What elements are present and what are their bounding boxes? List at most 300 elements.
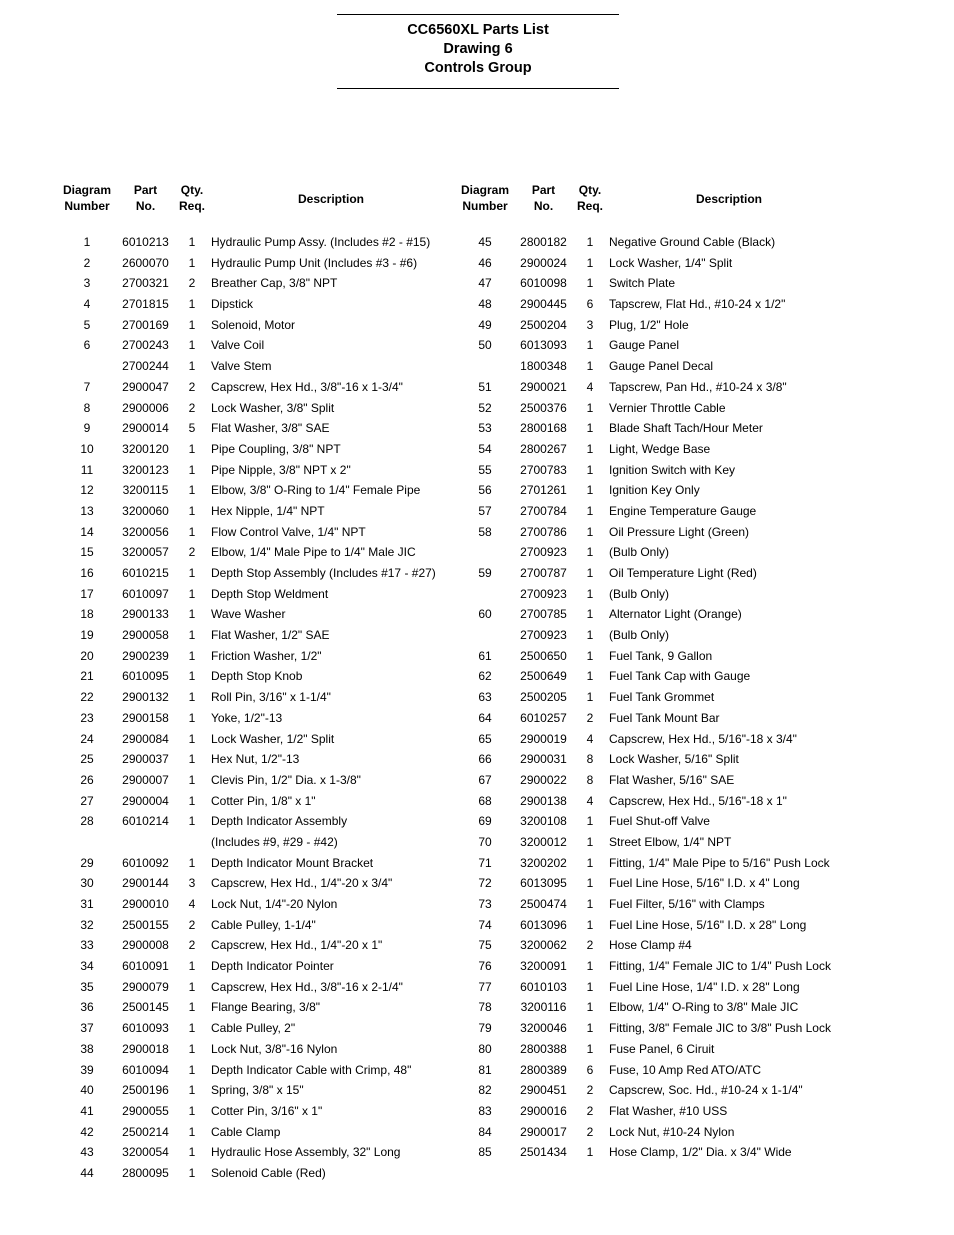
cell-description: Flat Washer, #10 USS [609,1103,728,1118]
cell-part-no: 6013095 [520,876,567,891]
cell-description: Flow Control Valve, 1/4" NPT [211,524,366,539]
cell-part-no: 2800388 [520,1041,567,1056]
cell-diagram-number: 26 [80,772,94,787]
cell-description: Fuse, 10 Amp Red ATO/ATC [609,1062,762,1077]
cell-description: Lock Nut, #10-24 Nylon [609,1124,735,1139]
cell-qty-req: 3 [586,317,594,332]
cell-qty-req: 1 [586,400,594,415]
cell-diagram-number: 15 [80,545,94,560]
cell-qty-req: 1 [188,483,196,498]
cell-description: Fuel Line Hose, 5/16" I.D. x 4" Long [609,876,800,891]
cell-part-no: 2500474 [520,897,567,911]
cell-part-no: 2900144 [122,876,169,891]
cell-diagram-number: 77 [478,979,492,994]
cell-diagram-number: 46 [478,255,492,270]
cell-diagram-number: 70 [478,834,492,849]
cell-part-no: 2700923 [520,628,567,643]
cell-qty-req: 1 [188,669,196,684]
cell-qty-req: 1 [586,628,594,643]
cell-qty-req: 1 [188,1145,196,1160]
header-qty-req: Qty. Req. [178,183,205,213]
cell-diagram-number: 49 [478,317,492,332]
cell-description: Blade Shaft Tach/Hour Meter [609,421,763,436]
cell-diagram-number: 30 [80,876,94,891]
cell-qty-req: 1 [188,566,196,580]
cell-part-no: 2900055 [122,1103,169,1118]
cell-diagram-number: 63 [478,690,492,705]
cell-qty-req: 4 [586,731,594,746]
title-rule-bottom [337,88,619,89]
cell-qty-req: 2 [188,938,196,953]
cell-part-no: 2500155 [122,917,169,932]
cell-part-no: 2900007 [122,772,169,787]
cell-qty-req: 2 [586,1124,594,1139]
cell-qty-req: 1 [188,731,196,746]
cell-qty-req: 2 [188,276,196,291]
cell-diagram-number: 3 [83,276,91,291]
cell-diagram-number: 31 [80,897,94,911]
cell-diagram-number: 42 [80,1124,94,1139]
cell-description: Cotter Pin, 1/8" x 1" [211,793,316,808]
cell-diagram-number: 10 [80,441,94,456]
cell-part-no: 2700244 [122,359,169,374]
cell-diagram-number: 67 [478,772,492,787]
cell-description: Capscrew, Hex Hd., 1/4"-20 x 1" [211,938,383,953]
cell-qty-req: 1 [586,338,594,353]
cell-qty-req: 1 [188,297,196,312]
cell-part-no: 2701815 [122,297,169,312]
title-model: CC6560XL Parts List [407,22,549,38]
cell-description: Depth Stop Assembly (Includes #17 - #27) [211,566,436,580]
cell-description: Wave Washer [211,607,286,622]
cell-description: Solenoid, Motor [211,317,296,332]
cell-description: Clevis Pin, 1/2" Dia. x 1-3/8" [211,772,361,787]
cell-part-no: 2500376 [520,400,567,415]
cell-description: Elbow, 3/8" O-Ring to 1/4" Female Pipe [211,483,421,498]
cell-qty-req: 1 [188,462,196,477]
cell-qty-req: 2 [586,1083,594,1098]
cell-description: Lock Nut, 3/8"-16 Nylon [211,1041,338,1056]
cell-description: Pipe Nipple, 3/8" NPT x 2" [211,462,351,477]
cell-part-no: 6010257 [520,710,567,725]
cell-qty-req: 1 [586,483,594,498]
cell-qty-req: 1 [188,710,196,725]
cell-description: Light, Wedge Base [609,441,711,456]
header-description: Description [297,192,364,206]
cell-diagram-number: 78 [478,1000,492,1015]
cell-description: Cable Pulley, 1-1/4" [211,917,316,932]
cell-part-no: 6010103 [520,979,567,994]
cell-part-no: 3200062 [520,938,567,953]
cell-part-no: 2900017 [520,1124,567,1139]
title-group: Controls Group [424,60,532,76]
cell-diagram-number: 64 [478,710,492,725]
cell-part-no: 2700243 [122,338,169,353]
cell-part-no: 2900004 [122,793,169,808]
cell-description: Vernier Throttle Cable [609,400,726,415]
cell-description: Hydraulic Hose Assembly, 32" Long [211,1145,401,1160]
cell-part-no: 2900018 [122,1041,169,1056]
cell-diagram-number: 37 [80,1021,94,1036]
cell-part-no: 2900022 [520,772,567,787]
cell-diagram-number: 25 [80,752,94,767]
cell-qty-req: 1 [586,441,594,456]
cell-diagram-number: 6 [83,338,91,353]
cell-qty-req: 1 [586,1041,594,1056]
cell-qty-req: 1 [586,503,594,518]
cell-qty-req: 1 [188,772,196,787]
cell-description: Capscrew, Hex Hd., 5/16"-18 x 1" [609,793,787,808]
cell-qty-req: 5 [188,421,196,436]
cell-description: Alternator Light (Orange) [609,607,742,622]
header-diagram-number: Diagram Number [460,183,510,213]
cell-description: Capscrew, Soc. Hd., #10-24 x 1-1/4" [609,1083,803,1098]
cell-diagram-number: 66 [478,752,492,767]
cell-part-no: 2800389 [520,1062,567,1077]
cell-diagram-number: 51 [478,379,492,394]
cell-part-no: 2500205 [520,690,567,705]
cell-description: Negative Ground Cable (Black) [609,235,776,249]
cell-description: Fuel Line Hose, 5/16" I.D. x 28" Long [609,917,807,932]
cell-part-no: 2500196 [122,1083,169,1098]
cell-qty-req: 1 [188,1083,196,1098]
cell-description: Flange Bearing, 3/8" [211,1000,320,1015]
cell-diagram-number: 12 [80,483,94,498]
cell-qty-req: 4 [586,793,594,808]
cell-qty-req: 1 [586,855,594,870]
cell-description: Capscrew, Hex Hd., 5/16"-18 x 3/4" [609,731,797,746]
cell-description: Spring, 3/8" x 15" [211,1083,304,1098]
cell-diagram-number: 11 [80,462,94,477]
cell-qty-req: 6 [586,297,594,312]
cell-diagram-number: 5 [83,317,91,332]
cell-qty-req: 1 [586,421,594,436]
cell-part-no: 2701261 [520,483,567,498]
cell-diagram-number: 58 [478,524,492,539]
cell-description: Gauge Panel Decal [609,359,714,374]
cell-diagram-number: 52 [478,400,492,415]
cell-diagram-number: 28 [80,814,94,829]
cell-part-no: 2900239 [122,648,169,663]
header-part-no: Part No. [133,183,158,213]
cell-qty-req: 1 [188,814,196,829]
title-rule-top [337,14,619,15]
header-part-no: Part No. [531,183,556,213]
cell-qty-req: 1 [188,959,196,974]
cell-description: Flat Washer, 1/2" SAE [211,628,330,643]
cell-description: Street Elbow, 1/4" NPT [609,834,732,849]
cell-diagram-number: 76 [478,959,492,974]
cell-description: Valve Stem [211,359,272,374]
cell-description: Hydraulic Pump Unit (Includes #3 - #6) [211,255,418,270]
cell-qty-req: 1 [188,586,196,601]
cell-description: Ignition Switch with Key [609,462,736,477]
cell-part-no: 2800095 [122,1165,169,1180]
cell-qty-req: 1 [188,628,196,643]
cell-part-no: 2800168 [520,421,567,436]
cell-description: Fitting, 1/4" Male Pipe to 5/16" Push Lock [609,855,830,870]
cell-diagram-number: 43 [80,1145,94,1160]
cell-diagram-number: 8 [83,400,91,415]
cell-description: (Bulb Only) [609,628,670,643]
cell-part-no: 2700923 [520,586,567,601]
cell-qty-req: 1 [586,255,594,270]
cell-qty-req: 2 [586,710,594,725]
cell-qty-req: 1 [586,669,594,684]
cell-description: Dipstick [211,297,254,312]
cell-diagram-number: 45 [478,235,492,249]
cell-qty-req: 1 [586,607,594,622]
cell-part-no: 2900079 [122,979,169,994]
cell-qty-req: 1 [586,979,594,994]
cell-qty-req: 1 [188,752,196,767]
cell-description: Hose Clamp, 1/2" Dia. x 3/4" Wide [609,1145,792,1160]
cell-description: Lock Washer, 3/8" Split [211,400,335,415]
cell-qty-req: 1 [586,586,594,601]
cell-part-no: 6010213 [122,235,169,249]
cell-diagram-number: 80 [478,1041,492,1056]
cell-description: Capscrew, Hex Hd., 3/8"-16 x 2-1/4" [211,979,403,994]
cell-diagram-number: 74 [478,917,492,932]
cell-description: Hose Clamp #4 [609,938,692,953]
cell-description: Yoke, 1/2"-13 [211,710,283,725]
cell-description: (Bulb Only) [609,586,670,601]
cell-part-no: 1800348 [520,359,567,374]
cell-part-no: 2500204 [520,317,567,332]
cell-part-no: 2900158 [122,710,169,725]
cell-qty-req: 1 [188,338,196,353]
cell-qty-req: 1 [188,1165,196,1180]
cell-part-no: 2900024 [520,255,567,270]
cell-description: Oil Temperature Light (Red) [609,566,757,580]
cell-part-no: 2900021 [520,379,567,394]
cell-diagram-number: 75 [478,938,492,953]
cell-qty-req: 1 [586,814,594,829]
cell-description: Depth Stop Weldment [211,586,329,601]
cell-qty-req: 1 [586,235,594,249]
cell-qty-req: 1 [188,1062,196,1077]
cell-qty-req: 1 [188,690,196,705]
cell-description: Fuel Line Hose, 1/4" I.D. x 28" Long [609,979,800,994]
title-drawing: Drawing 6 [443,41,513,57]
cell-diagram-number: 39 [80,1062,94,1077]
cell-diagram-number: 23 [80,710,94,725]
cell-part-no: 6010091 [122,959,169,974]
cell-description: Cable Pulley, 2" [211,1021,296,1036]
cell-description: Depth Indicator Pointer [211,959,334,974]
cell-diagram-number: 16 [80,566,94,580]
cell-part-no: 3200108 [520,814,567,829]
cell-part-no: 2700787 [520,566,567,580]
cell-part-no: 2900031 [520,752,567,767]
cell-diagram-number: 34 [80,959,94,974]
cell-part-no: 2700783 [520,462,567,477]
cell-diagram-number: 9 [83,421,91,436]
cell-description: Elbow, 1/4" O-Ring to 3/8" Male JIC [609,1000,799,1015]
cell-description: (Bulb Only) [609,545,670,560]
cell-qty-req: 2 [188,400,196,415]
cell-description: Fuel Tank Grommet [609,690,715,705]
cell-part-no: 6010215 [122,566,169,580]
cell-description: Flat Washer, 5/16" SAE [609,772,735,787]
cell-qty-req: 1 [188,359,196,374]
cell-diagram-number: 82 [478,1083,492,1098]
cell-part-no: 2501434 [520,1145,567,1160]
cell-qty-req: 1 [188,524,196,539]
cell-diagram-number: 84 [478,1124,492,1139]
cell-description: Fitting, 1/4" Female JIC to 1/4" Push Lock [609,959,831,974]
cell-diagram-number: 71 [478,855,492,870]
cell-qty-req: 1 [188,1124,196,1139]
cell-part-no: 2900019 [520,731,567,746]
cell-diagram-number: 40 [80,1083,94,1098]
cell-diagram-number: 19 [80,628,94,643]
cell-diagram-number: 72 [478,876,492,891]
cell-qty-req: 1 [188,1021,196,1036]
cell-qty-req: 1 [586,545,594,560]
cell-description: Breather Cap, 3/8" NPT [211,276,338,291]
cell-qty-req: 1 [586,1145,594,1160]
cell-diagram-number: 1 [83,235,91,249]
cell-part-no: 2900084 [122,731,169,746]
cell-diagram-number: 54 [478,441,492,456]
cell-qty-req: 1 [586,276,594,291]
cell-qty-req: 1 [188,648,196,663]
cell-part-no: 2800182 [520,235,567,249]
cell-diagram-number: 33 [80,938,94,953]
cell-description: Valve Coil [211,338,265,353]
cell-description: Fitting, 3/8" Female JIC to 3/8" Push Lock [609,1021,831,1036]
cell-description: Switch Plate [609,276,676,291]
cell-part-no: 3200012 [520,834,567,849]
cell-qty-req: 1 [586,648,594,663]
cell-qty-req: 2 [188,545,196,560]
cell-diagram-number: 73 [478,897,492,911]
cell-qty-req: 3 [188,876,196,891]
cell-part-no: 2900138 [520,793,567,808]
header-description: Description [695,192,762,206]
cell-description: Tapscrew, Pan Hd., #10-24 x 3/8" [609,379,787,394]
cell-part-no: 2900006 [122,400,169,415]
cell-part-no: 6010097 [122,586,169,601]
cell-description: Tapscrew, Flat Hd., #10-24 x 1/2" [609,297,786,312]
cell-qty-req: 1 [188,1103,196,1118]
cell-part-no: 3200057 [122,545,169,560]
cell-qty-req: 1 [586,566,594,580]
cell-qty-req: 1 [188,979,196,994]
cell-part-no: 2700169 [122,317,169,332]
cell-qty-req: 1 [586,690,594,705]
header-diagram-number: Diagram Number [62,183,112,213]
header-qty-req: Qty. Req. [576,183,603,213]
cell-diagram-number: 29 [80,855,94,870]
cell-part-no: 2900008 [122,938,169,953]
cell-description: Friction Washer, 1/2" [211,648,322,663]
cell-description: Lock Nut, 1/4"-20 Nylon [211,897,338,911]
cell-description: Hex Nipple, 1/4" NPT [211,503,325,518]
cell-description: Engine Temperature Gauge [609,503,757,518]
cell-qty-req: 1 [586,524,594,539]
cell-description: Oil Pressure Light (Green) [609,524,750,539]
cell-diagram-number: 18 [80,607,94,622]
cell-diagram-number: 60 [478,607,492,622]
cell-part-no: 6010095 [122,669,169,684]
cell-part-no: 2900445 [520,297,567,312]
cell-part-no: 2600070 [122,255,169,270]
cell-diagram-number: 81 [478,1062,492,1077]
cell-diagram-number: 65 [478,731,492,746]
cell-diagram-number: 61 [478,648,492,663]
cell-description: Lock Washer, 5/16" Split [609,752,739,767]
cell-part-no: 2900451 [520,1083,567,1098]
cell-qty-req: 1 [188,235,196,249]
cell-description: Pipe Coupling, 3/8" NPT [211,441,341,456]
cell-qty-req: 1 [188,1041,196,1056]
cell-description: Capscrew, Hex Hd., 1/4"-20 x 3/4" [211,876,393,891]
cell-part-no: 2700786 [520,524,567,539]
cell-part-no: 2900010 [122,897,169,911]
cell-part-no: 2900133 [122,607,169,622]
cell-description: Ignition Key Only [609,483,700,498]
cell-part-no: 3200123 [122,462,169,477]
cell-part-no: 2900058 [122,628,169,643]
cell-description: Solenoid Cable (Red) [211,1165,326,1180]
cell-qty-req: 4 [586,379,594,394]
cell-diagram-number: 17 [80,586,94,601]
cell-description: Hex Nut, 1/2"-13 [211,752,300,767]
cell-description: Fuel Tank, 9 Gallon [609,648,713,663]
cell-diagram-number: 38 [80,1041,94,1056]
cell-part-no: 2900037 [122,752,169,767]
cell-part-no: 2500649 [520,669,567,684]
cell-qty-req: 1 [188,441,196,456]
cell-description: Fuel Filter, 5/16" with Clamps [609,897,765,911]
cell-part-no: 2900016 [520,1103,567,1118]
cell-diagram-number: 21 [80,669,94,684]
cell-description: Flat Washer, 3/8" SAE [211,421,330,436]
cell-diagram-number: 4 [83,297,91,312]
cell-qty-req: 1 [188,503,196,518]
cell-diagram-number: 85 [478,1145,492,1160]
cell-description: Fuse Panel, 6 Ciruit [609,1041,715,1056]
cell-qty-req: 1 [188,855,196,870]
cell-part-no: 3200046 [520,1021,567,1036]
cell-description: Cotter Pin, 3/16" x 1" [211,1103,323,1118]
cell-description: Roll Pin, 3/16" x 1-1/4" [211,690,331,705]
cell-part-no: 2700784 [520,503,567,518]
cell-diagram-number: 24 [80,731,94,746]
cell-description: Fuel Tank Cap with Gauge [609,669,751,684]
cell-part-no: 2900132 [122,690,169,705]
cell-diagram-number: 20 [80,648,94,663]
cell-description: Lock Washer, 1/2" Split [211,731,335,746]
cell-part-no: 2800267 [520,441,567,456]
cell-part-no: 6010092 [122,855,169,870]
cell-description: (Includes #9, #29 - #42) [211,834,338,849]
cell-description: Fuel Tank Mount Bar [609,710,720,725]
cell-description: Capscrew, Hex Hd., 3/8"-16 x 1-3/4" [211,379,403,394]
cell-diagram-number: 56 [478,483,492,498]
cell-part-no: 2700321 [122,276,169,291]
cell-qty-req: 1 [586,359,594,374]
cell-diagram-number: 57 [478,503,492,518]
cell-diagram-number: 35 [80,979,94,994]
cell-part-no: 6010093 [122,1021,169,1036]
cell-diagram-number: 36 [80,1000,94,1015]
cell-part-no: 3200091 [520,959,567,974]
cell-qty-req: 8 [586,752,594,767]
cell-part-no: 2500214 [122,1124,169,1139]
